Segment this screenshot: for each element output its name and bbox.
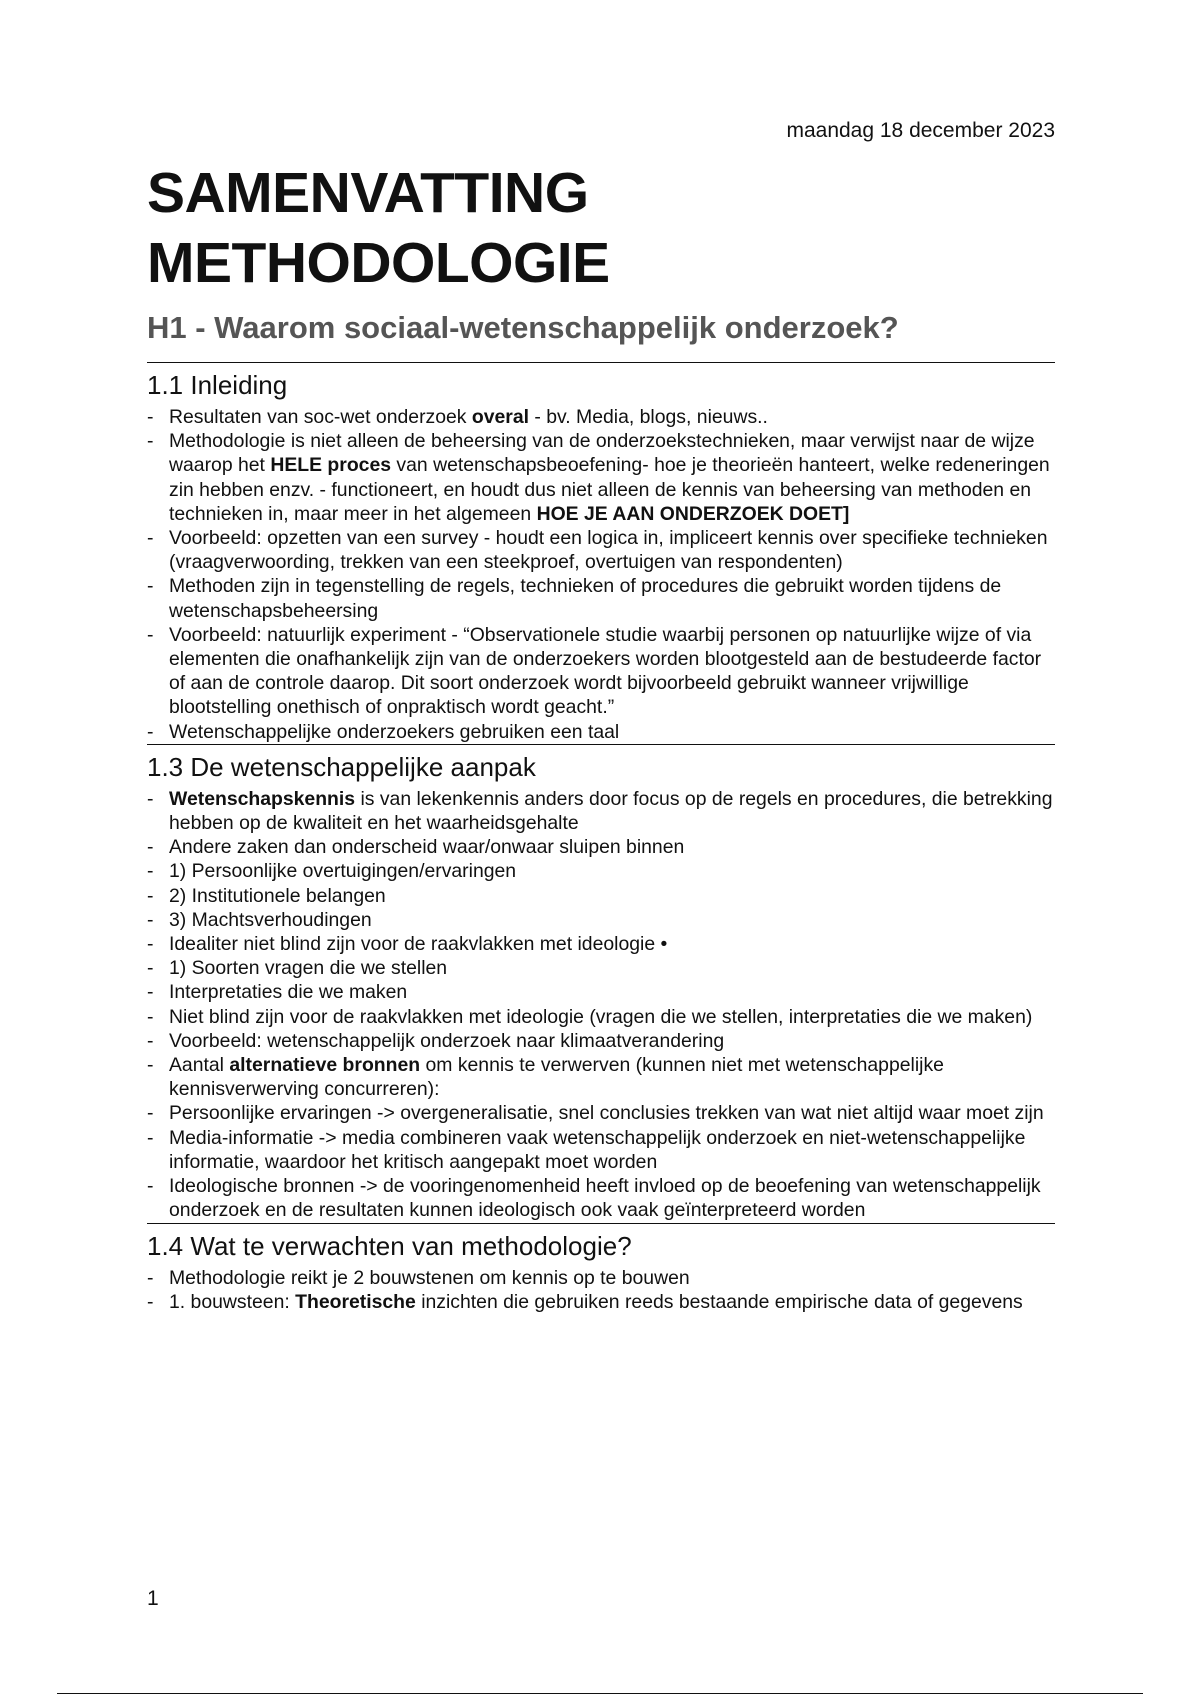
page-content: [147, 118, 1055, 1314]
text-segment: Wetenschappelijke onderzoekers gebruiken een taal: [169, 720, 620, 743]
page-number: 1: [147, 1587, 159, 1610]
text-segment: - bv. Media, blogs, nieuws..: [529, 406, 768, 428]
text-segment: Persoonlijke ervaringen -> overgeneralisatie, snel conclusies trekken van wat niet altijd waar moet zijn: [169, 1102, 1044, 1125]
text-segment: 1. bouwsteen:: [169, 1290, 296, 1313]
section: [147, 362, 1055, 744]
list-item: [147, 429, 1055, 526]
title-line-2: METHODOLOGIE: [147, 231, 610, 295]
text-segment: Andere zaken dan onderscheid waar/onwaar sluipen binnen: [169, 836, 685, 859]
text-segment: om kennis te verwerven (kunnen niet met wetenschappelijke kennisverwerving concurreren):: [169, 1054, 944, 1101]
bold-text: overal: [471, 406, 530, 428]
list-item: [147, 835, 1055, 859]
text-segment: 3) Machtsverhoudingen: [169, 908, 372, 931]
text-segment: Resultaten van soc-wet onderzoek: [169, 406, 472, 428]
text-segment: 1) Soorten vragen die we stellen: [169, 957, 448, 980]
text-segment: Voorbeeld: opzetten van een survey - houdt een logica in, impliceert kennis over specifieke technieken (vraagverwoording, trekken van een steekproef, overtuigen van respondenten): [169, 527, 1048, 574]
text-segment: Idealiter niet blind zijn voor de raakvlakken met ideologie •: [169, 933, 668, 956]
text-segment: Methodologie reikt je 2 bouwstenen om kennis op te bouwen: [169, 1266, 690, 1289]
list-item: [147, 1266, 1055, 1290]
list-item: [147, 1101, 1055, 1125]
footer-divider: [57, 1693, 1143, 1694]
section: [147, 1223, 1055, 1314]
text-segment: Interpretaties die we maken: [169, 981, 408, 1004]
list-item: [147, 720, 1055, 744]
section-heading: 1.3 De wetenschappelijke aanpak: [147, 751, 536, 782]
bullet-list: [147, 787, 1055, 1223]
bold-text: Wetenschapskennis: [169, 787, 356, 810]
text-segment: Niet blind zijn voor de raakvlakken met ideologie (vragen die we stellen, interpretaties die we maken): [169, 1005, 1033, 1028]
list-item: [147, 859, 1055, 883]
list-item: [147, 787, 1055, 835]
text-segment: van wetenschapsbeoefening- hoe je theorieën hanteert, welke redeneringen zin hebben enzv. - functioneert, en houdt dus niet alleen de kennis van beheersing van methoden en technieken in, maar meer in het algemeen: [169, 454, 1050, 525]
list-item: [147, 526, 1055, 574]
list-item: [147, 574, 1055, 622]
bold-text: alternatieve bronnen: [229, 1054, 421, 1077]
list-item: [147, 1174, 1055, 1222]
bullet-list: [147, 405, 1055, 744]
text-segment: Methodologie is niet alleen de beheersing van de onderzoekstechnieken, maar verwijst naar de wijze waarop het: [169, 430, 1035, 477]
text-segment: Ideologische bronnen -> de vooringenomenheid heeft invloed op de beoefening van wetenschappelijk onderzoek en de resultaten kunnen ideologisch ook vaak geïnterpreteerd worden: [169, 1175, 1041, 1222]
document-date: maandag 18 december 2023: [786, 119, 1055, 142]
list-item: [147, 1126, 1055, 1174]
list-item: [147, 884, 1055, 908]
list-item: [147, 405, 1055, 429]
title-line-1: SAMENVATTING: [147, 161, 589, 225]
text-segment: inzichten die gebruiken reeds bestaande empirische data of gegevens: [415, 1290, 1023, 1313]
document-title: [147, 158, 1055, 298]
list-item: [147, 932, 1055, 956]
text-segment: Voorbeeld: natuurlijk experiment - “Observationele studie waarbij personen op natuurlijke wijze of via elementen die onafhankelijk zijn van de onderzoekers worden blootgesteld aan de bestudeerde factor of aan de controle daarop. Dit soort onderzoek wordt bijvoorbeeld gebruikt wanneer vrijwillige blootstelling onethisch of onpraktisch wordt geacht.”: [169, 623, 1042, 719]
text-segment: Aantal: [169, 1054, 230, 1077]
bold-text: HELE proces: [270, 454, 392, 477]
section-heading: 1.4 Wat te verwachten van methodologie?: [147, 1230, 632, 1261]
bold-text: HOE JE AAN ONDERZOEK DOET]: [536, 502, 850, 525]
text-segment: 1) Persoonlijke overtuigingen/ervaringen: [169, 860, 517, 883]
text-segment: 2) Institutionele belangen: [169, 884, 386, 907]
text-segment: Media-informatie -> media combineren vaak wetenschappelijk onderzoek en niet-wetenschappelijke informatie, waardoor het kritisch aangepakt moet worden: [169, 1126, 1026, 1173]
list-item: [147, 1005, 1055, 1029]
list-item: [147, 623, 1055, 720]
list-item: [147, 980, 1055, 1004]
text-segment: Methoden zijn in tegenstelling de regels, technieken of procedures die gebruikt worden tijdens de wetenschapsbeheersing: [169, 575, 1002, 622]
text-segment: is van lekenkennis anders door focus op de regels en procedures, die betrekking hebben op de kwaliteit en het waarheidsgehalte: [169, 787, 1053, 835]
section-heading: 1.1 Inleiding: [147, 370, 288, 400]
list-item: [147, 1053, 1055, 1101]
chapter-heading: H1 - Waarom sociaal-wetenschappelijk onderzoek?: [147, 310, 899, 345]
bold-text: Theoretische: [295, 1290, 416, 1313]
bullet-list: [147, 1266, 1055, 1314]
section: [147, 744, 1055, 1223]
list-item: [147, 1290, 1055, 1314]
sections-container: [147, 362, 1055, 1314]
list-item: [147, 1029, 1055, 1053]
text-segment: Voorbeeld: wetenschappelijk onderzoek naar klimaatverandering: [169, 1029, 725, 1052]
list-item: [147, 908, 1055, 932]
list-item: [147, 956, 1055, 980]
